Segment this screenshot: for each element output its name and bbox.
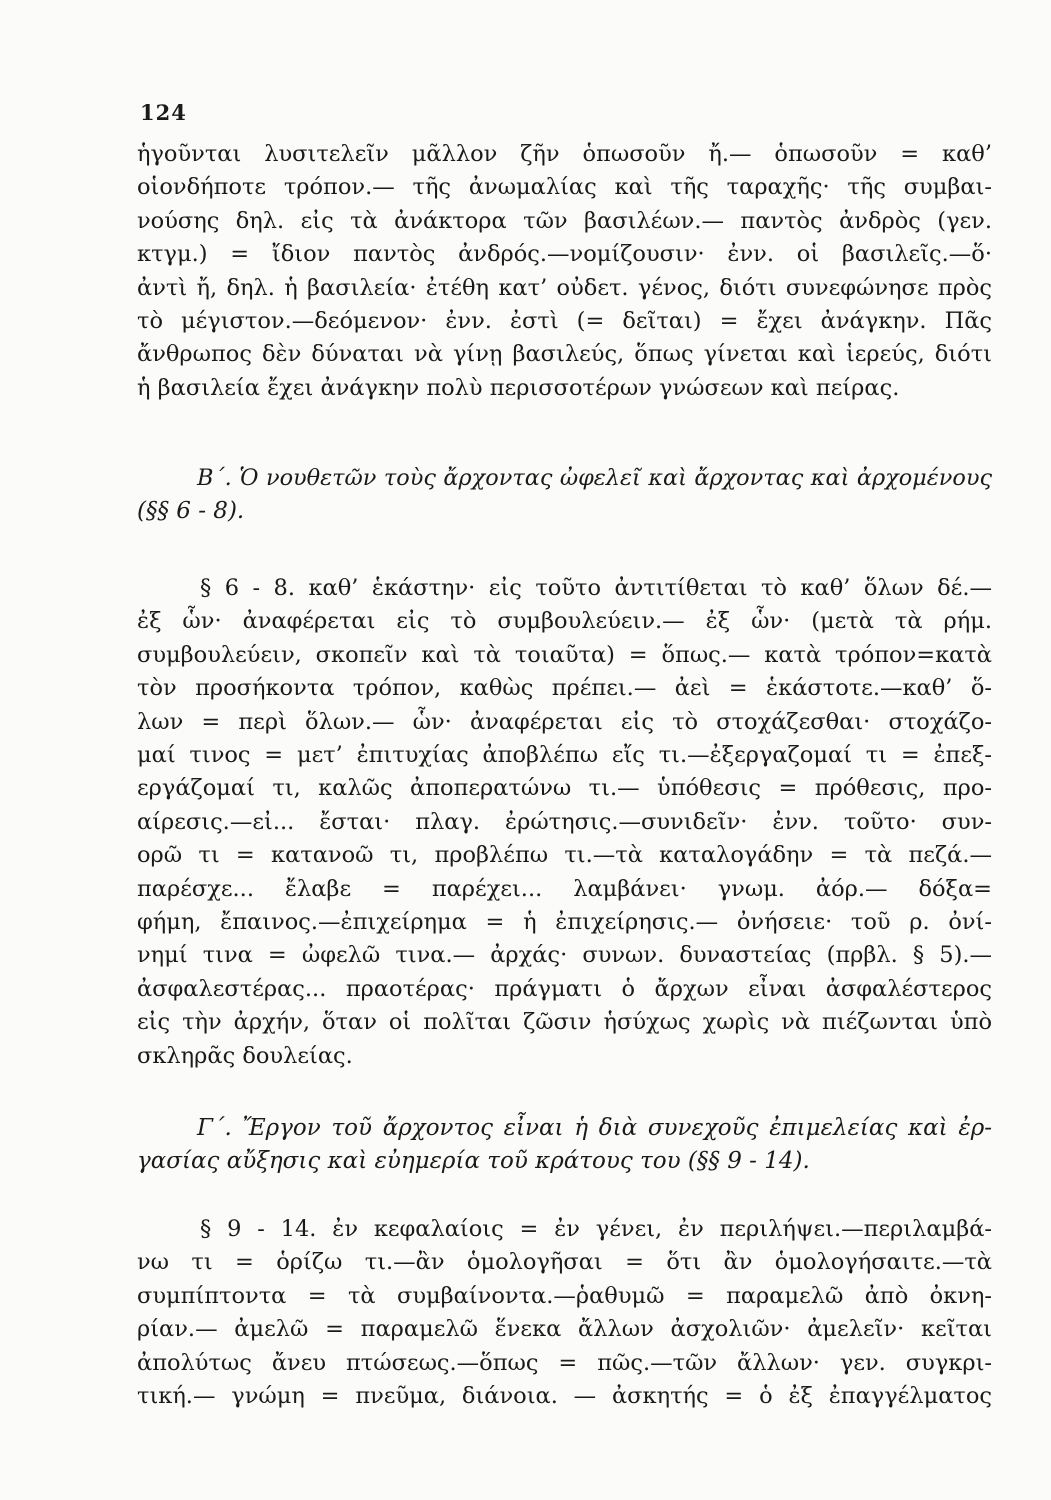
text-line: νούσης δηλ. εἰς τὰ ἀνάκτορα τῶν βασιλέων.— παντὸς ἀνδρὸς (γεν. [137, 207, 992, 234]
heading-line: γασίας αὔξησις καὶ εὐημερία τοῦ κράτους του (§§ 9 - 14). [137, 1148, 810, 1175]
text-line: ορῶ τι = κατανοῶ τι, προβλέπω τι.—τὰ καταλογάδην = τὰ πεζά.— [137, 842, 992, 869]
text-line: οἱονδήποτε τρόπον.— τῆς ἀνωμαλίας καὶ τῆς ταραχῆς· τῆς συμβαι- [137, 174, 992, 201]
section-2 [137, 572, 992, 1073]
text-line: ἡ βασιλεία ἔχει ἀνάγκην πολὺ περισσοτέρων γνώσεων καὶ πείρας. [137, 374, 900, 401]
text-line: § 6 - 8. καθ’ ἑκάστην· εἰς τοῦτο ἀντιτίθεται τὸ καθ’ ὅλων δέ.— [200, 575, 992, 601]
text-line: νω τι = ὁρίζω τι.—ἂν ὁμολογῆσαι = ὅτι ἂν ὁμολογήσαιτε.—τὰ [137, 1249, 992, 1276]
heading-b [137, 462, 992, 529]
text-line: αίρεσις.—εἰ... ἔσται· πλαγ. ἐρώτησις.—συνιδεῖν· ἐνν. τοῦτο· συν- [137, 808, 992, 835]
text-line: σκληρᾶς δουλείας. [137, 1042, 353, 1069]
heading-line: (§§ 6 - 8). [137, 498, 245, 525]
text-line: τὸ μέγιστον.—δεόμενον· ἐνν. ἐστὶ (= δεῖται) = ἔχει ἀνάγκην. Πᾶς [137, 308, 992, 335]
text-line: εἰς τὴν ἀρχήν, ὅταν οἱ πολῖται ζῶσιν ἡσύχως χωρὶς νὰ πιέζωνται ὑπὸ [137, 1009, 992, 1036]
text-line: παρέσχε... ἔλαβε = παρέχει... λαμβάνει· γνωμ. ἀόρ.— δόξα= [137, 875, 992, 902]
text-line: συμπίπτοντα = τὰ συμβαίνοντα.—ῥαθυμῶ = παραμελῶ ἀπὸ ὀκνη- [137, 1282, 992, 1309]
text-line: τὸν προσήκοντα τρόπον, καθὼς πρέπει.— ἀεὶ = ἑκάστοτε.—καθ’ ὅ- [137, 675, 992, 702]
text-line: § 9 - 14. ἐν κεφαλαίοις = ἐν γένει, ἐν περιλήψει.—περιλαμβά- [200, 1216, 992, 1242]
page-number: 124 [140, 100, 187, 125]
text-line: μαί τινος = μετ’ ἐπιτυχίας ἀποβλέπω εἴς τι.—ἐξεργαζομαί τι = ἐπεξ- [137, 742, 992, 769]
text-line: εργάζομαί τι, καλῶς ἀποπερατώνω τι.— ὑπόθεσις = πρόθεσις, προ- [137, 775, 992, 802]
section-1 [137, 138, 992, 405]
text-line: ἡγοῦνται λυσιτελεῖν μᾶλλον ζῆν ὁπωσοῦν ἤ.— ὁπωσοῦν = καθ’ [137, 141, 992, 167]
text-line: συμβουλεύειν, σκοπεῖν καὶ τὰ τοιαῦτα) = ὅπως.— κατὰ τρόπον=κατὰ [137, 641, 992, 668]
text-line: ἀπολύτως ἄνευ πτώσεως.—ὅπως = πῶς.—τῶν ἄλλων· γεν. συγκρι- [137, 1349, 992, 1376]
heading-line: Γ΄. Ἔργον τοῦ ἄρχοντος εἶναι ἡ διὰ συνεχοῦς ἐπιμελείας καὶ ἐρ- [197, 1115, 992, 1141]
heading-g [137, 1112, 992, 1179]
text-line: λων = περὶ ὅλων.— ὧν· ἀναφέρεται εἰς τὸ στοχάζεσθαι· στοχάζο- [137, 708, 992, 735]
text-line: φήμη, ἔπαινος.—ἐπιχείρημα = ἡ ἐπιχείρησις.— ὀνήσειε· τοῦ ρ. ὀνί- [137, 909, 992, 936]
text-line: τική.— γνώμη = πνεῦμα, διάνοια. — ἀσκητής = ὁ ἐξ ἐπαγγέλματος [137, 1383, 992, 1410]
text-line: ἀσφαλεστέρας... πραοτέρας· πράγματι ὁ ἄρχων εἶναι ἀσφαλέστερος [137, 975, 992, 1002]
text-line: ἀντὶ ἤ, δηλ. ἡ βασιλεία· ἐτέθη κατ’ οὐδετ. γένος, διότι συνεφώνησε πρὸς [137, 274, 992, 301]
text-line: ἐξ ὧν· ἀναφέρεται εἰς τὸ συμβουλεύειν.— ἐξ ὧν· (μετὰ τὰ ρήμ. [137, 608, 992, 635]
section-3 [137, 1213, 992, 1413]
text-line: νημί τινα = ὠφελῶ τινα.— ἀρχάς· συνων. δυναστείας (πρβλ. § 5).— [137, 942, 992, 969]
text-line: κτγμ.) = ἴδιον παντὸς ἀνδρός.—νομίζουσιν· ἐνν. οἱ βασιλεῖς.—ὅ· [137, 241, 992, 268]
heading-line: Β΄. Ὁ νουθετῶν τοὺς ἄρχοντας ὠφελεῖ καὶ ἄρχοντας καὶ ἀρχομένους [197, 465, 992, 491]
text-line: ρίαν.— ἀμελῶ = παραμελῶ ἕνεκα ἄλλων ἀσχολιῶν· ἀμελεῖν· κεῖται [137, 1316, 992, 1343]
text-line: ἄνθρωπος δὲν δύναται νὰ γίνῃ βασιλεύς, ὅπως γίνεται καὶ ἱερεύς, διότι [137, 341, 992, 368]
